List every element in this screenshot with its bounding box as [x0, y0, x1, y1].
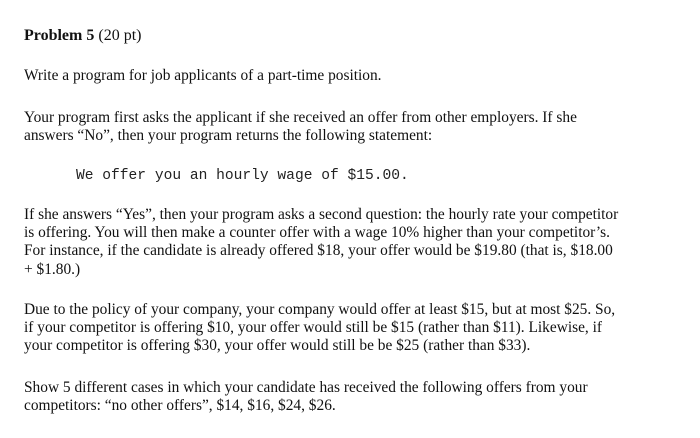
paragraph-line: your competitor is offering $30, your offer would still be be $25 (rather than $33). [24, 337, 531, 355]
policy-paragraph [24, 301, 684, 356]
paragraph-line: Show 5 different cases in which your candidate has received the following offers from your [24, 379, 588, 396]
paragraph-line: If she answers “Yes”, then your program asks a second question: the hourly rate your competitor [24, 206, 619, 223]
yes-offer-paragraph [24, 206, 684, 279]
paragraph-line: Due to the policy of your company, your company would offer at least $15, but at most $25. So, [24, 301, 616, 318]
code-output-statement: We offer you an hourly wage of $15.00. [76, 168, 409, 184]
paragraph-line: if your competitor is offering $10, your offer would still be $15 (rather than $11). Likewise, if [24, 319, 603, 337]
paragraph-line: + $1.80.) [24, 260, 81, 278]
paragraph-line: is offering. You will then make a counter offer with a wage 10% higher than your competitor’s. [24, 224, 610, 242]
paragraph-line: For instance, if the candidate is already offered $18, your offer would be $19.80 (that is, $18.00 [24, 242, 613, 260]
intro-paragraph [24, 67, 684, 85]
paragraph-line: Write a program for job applicants of a part-time position. [24, 67, 382, 84]
paragraph-line: competitors: “no other offers”, $14, $16, $24, $26. [24, 397, 336, 415]
cases-paragraph [24, 379, 684, 415]
problem-heading [24, 27, 141, 45]
problem-points: (20 pt) [98, 27, 142, 44]
paragraph-line: answers “No”, then your program returns the following statement: [24, 127, 433, 145]
paragraph-line: Your program first asks the applicant if she received an offer from other employers. If she [24, 109, 577, 126]
problem-title: Problem 5 [24, 27, 95, 44]
no-offer-paragraph [24, 109, 684, 145]
